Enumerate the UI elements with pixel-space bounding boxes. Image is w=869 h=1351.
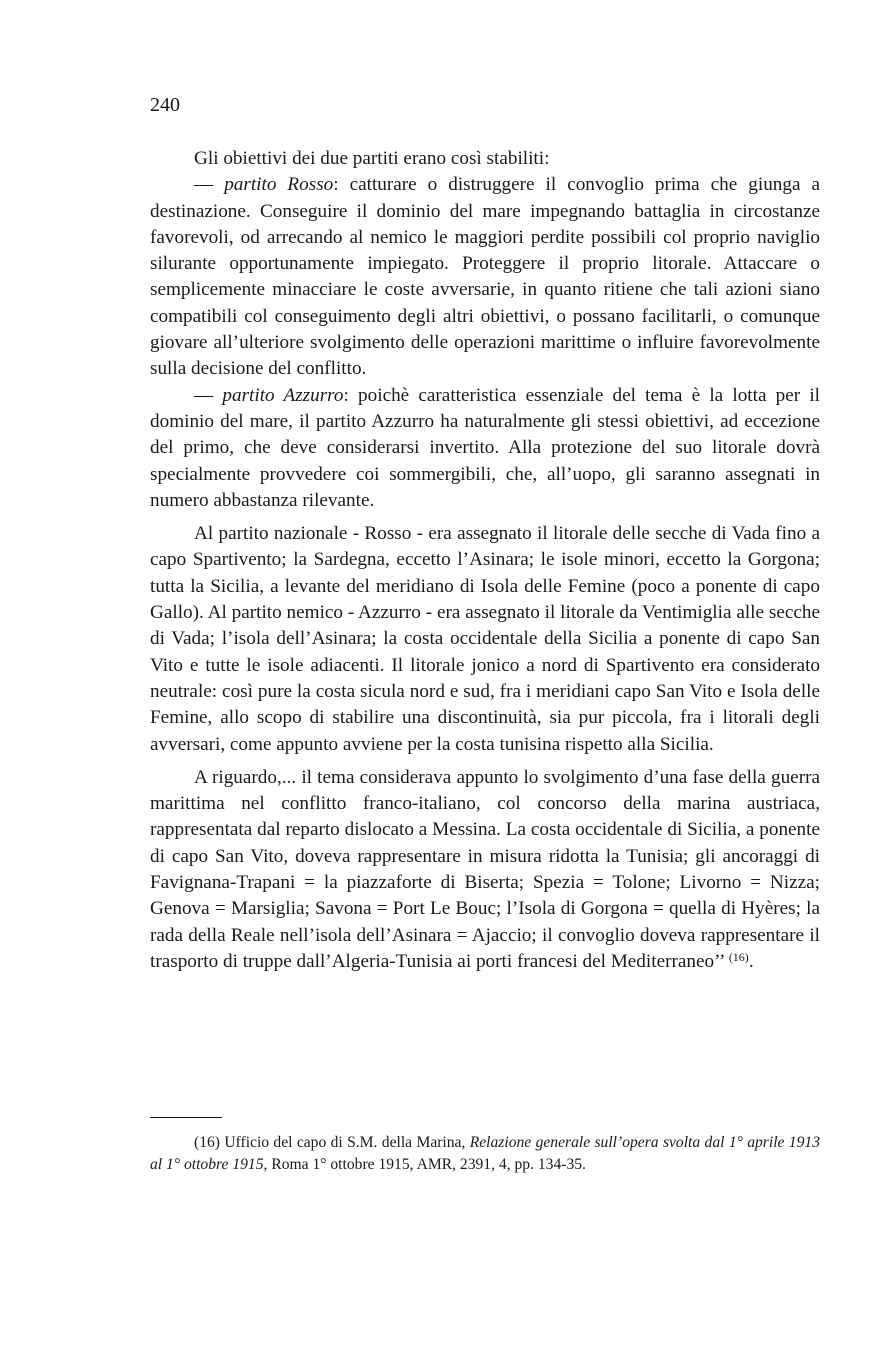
footnote-text-a: Ufficio del capo di S.M. della Marina,: [219, 1134, 470, 1151]
dash: —: [194, 174, 225, 196]
footnote-divider: [150, 1117, 222, 1118]
footnote-number: (16): [194, 1134, 220, 1151]
partito-azzurro-label: partito Azzurro: [222, 384, 344, 406]
paragraph-partito-rosso: [150, 172, 820, 382]
body-text: [150, 146, 820, 975]
partito-rosso-label: partito Rosso: [224, 174, 334, 196]
tema-text: A riguardo,... il tema considerava appunto lo svolgimento d’una fase della guerra marittima nel conflitto franco-italiano, col concorso della marina austriaca, rappresentata dal reparto dislocato a Messina. La costa occidentale di Sicilia, a ponente di capo San Vito, doveva rappresentare in misura ridotta la Tunisia; gli ancoraggi di Favignana-Trapani = la piazzaforte di Biserta; Spezia = Tolone; Livorno = Nizza; Genova = Marsiglia; Savona = Port Le Bouc; l’Isola di Gorgona = quella di Hyères; la rada della Reale nell’isola dell’Asinara = Ajaccio; il convoglio doveva rappresentare il trasporto di truppe dall’Algeria-Tunisia ai porti francesi del Mediterraneo’’: [150, 766, 820, 972]
paragraph-tema: [150, 765, 820, 975]
footnote-text-b: , Roma 1° ottobre 1915, AMR, 2391, 4, pp. 134-35.: [263, 1156, 586, 1173]
footnote-16: [150, 1132, 820, 1176]
paragraph-litorali: Al partito nazionale - Rosso - era assegnato il litorale delle secche di Vada fino a capo Spartivento; la Sardegna, eccetto l’Asinara; le isole minori, eccetto la Gorgona; tutta la Sicilia, a levante del meridiano di Isola delle Femine (poco a ponente di capo Gallo). Al partito nemico - Azzurro - era assegnato il litorale da Ventimiglia alle secche di Vada; l’isola dell’Asinara; la costa occidentale della Sicilia a ponente di capo San Vito e tutte le isole adiacenti. Il litorale jonico a nord di Spartivento era considerato neutrale: così pure la costa sicula nord e sud, fra i meridiani capo San Vito e Isola delle Femine, allo scopo di stabilire una discontinuità, sia pur piccola, fra i litorali degli avversari, come appunto avviene per la costa tunisina rispetto alla Sicilia.: [150, 523, 820, 755]
tema-end: .: [748, 950, 754, 972]
paragraph-intro: Gli obiettivi dei due partiti erano così stabiliti:: [194, 148, 550, 169]
page-number: 240: [150, 94, 180, 116]
paragraph-partito-azzurro: [150, 383, 820, 514]
footnote-title: Relazione generale sull’opera svolta dal 1° aprile 1913 al 1° ottobre 1915: [150, 1134, 820, 1173]
partito-azzurro-text: : poichè caratteristica essenziale del tema è la lotta per il dominio del mare, il partito Azzurro ha naturalmente gli stessi obiettivi, ad eccezione del primo, che deve considerarsi invertito. Alla protezione del suo litorale dovrà specialmente provvedere coi sommergibili, che, all’uopo, gli saranno assegnati in numero abbastanza rilevante.: [150, 384, 820, 511]
footnote-reference: (16): [728, 949, 749, 964]
dash: —: [194, 384, 223, 406]
partito-rosso-text: : catturare o distruggere il convoglio prima che giunga a destinazione. Conseguire il dominio del mare impegnando battaglia in circostanze favorevoli, od arrecando al nemico le maggiori perdite possibili col proprio naviglio silurante opportunamente impiegato. Proteggere il proprio litorale. Attaccare o semplicemente minacciare le coste avversarie, in quanto ritiene che tali azioni siano compatibili col conseguimento degli altri obiettivi, o possano facilitarli, o comunque giovare all’ulteriore svolgimento delle operazioni marittime o influire favorevolmente sulla decisione del conflitto.: [150, 174, 821, 380]
